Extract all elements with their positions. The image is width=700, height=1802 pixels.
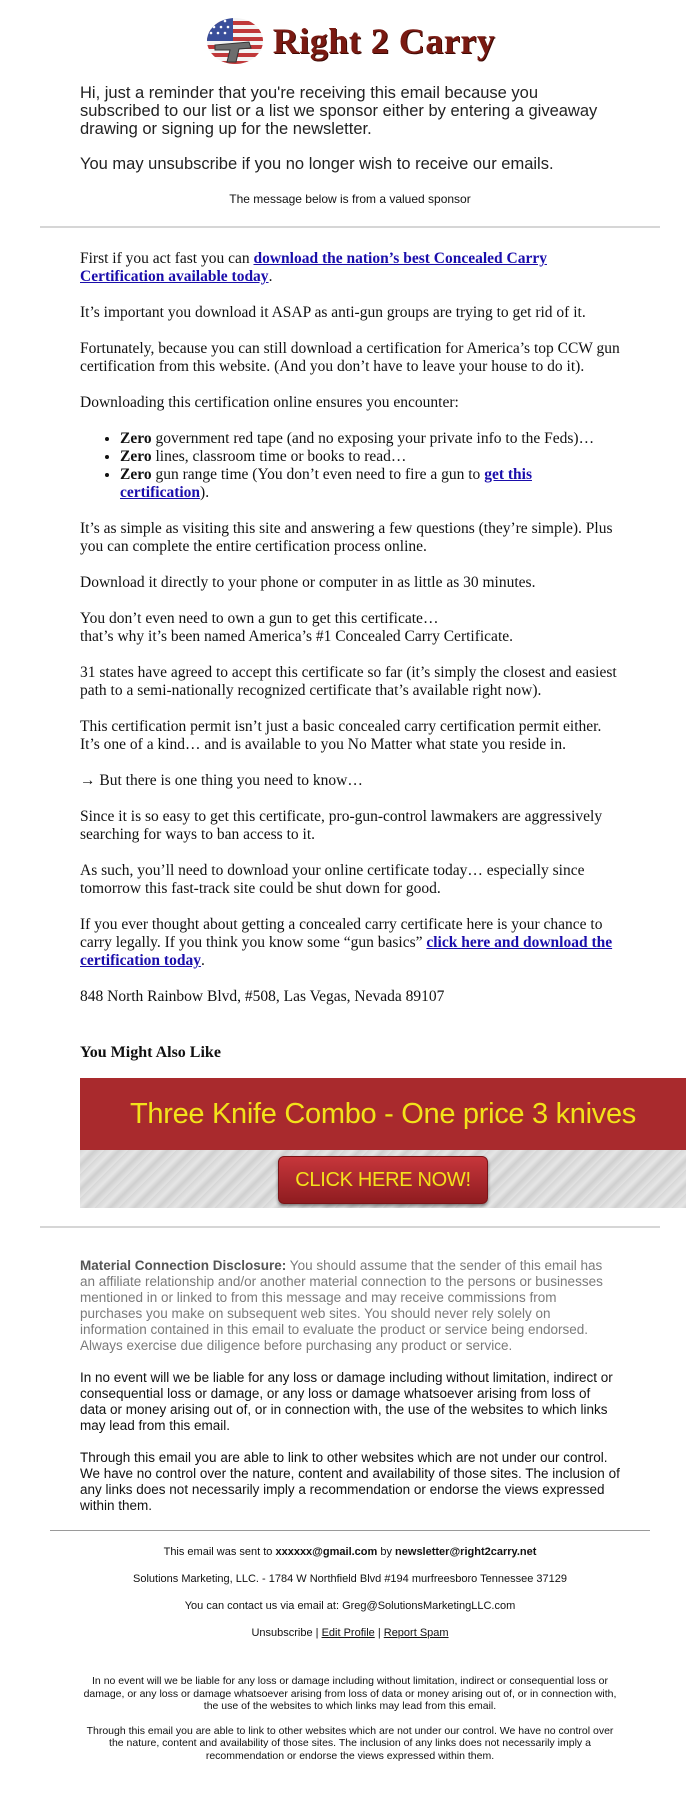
download-certification-today-link[interactable]: click here and download the certification today <box>80 934 613 969</box>
unsubscribe-note: You may unsubscribe if you no longer wish to receive our emails. <box>80 155 554 173</box>
message-paragraph: → But there is one thing you need to know… <box>80 772 363 789</box>
contact-line: You can contact us via email at: Greg@SolutionsMarketingLLC.com <box>184 1600 516 1612</box>
footer-liability-disclaimer: In no event will we be liable for any loss or damage including without limitation, indirect or consequential loss or damage, or any loss or damage whatsoever arising from loss of data or money arising out of, or in connection with, the use of the websites to which links may lead from this email. <box>83 1675 617 1712</box>
footer-links: Unsubscribe | Edit Profile | Report Spam <box>251 1627 449 1639</box>
click-here-now-button[interactable]: CLICK HERE NOW! <box>278 1156 488 1204</box>
sponsor-address: 848 North Rainbow Blvd, #508, Las Vegas, Nevada 89107 <box>80 988 445 1005</box>
email-container <box>40 0 660 1762</box>
external-links-disclaimer: Through this email you are able to link to other websites which are not under our control. We have no control over the nature, content and availability of those sites. The inclusion of any links does not necessarily imply a recommendation or endorse the views expressed within them. <box>80 1450 620 1513</box>
three-knife-combo-banner[interactable] <box>80 1078 686 1208</box>
brand-header[interactable] <box>40 0 660 72</box>
message-paragraph: Downloading this certification online ensures you encounter: <box>80 394 459 411</box>
message-paragraph: You don’t even need to own a gun to get this certificate… that’s why it’s been named America’s #1 Concealed Carry Certificate. <box>80 610 514 645</box>
banner-title: Three Knife Combo - One price 3 knives <box>130 1098 636 1130</box>
edit-profile-link[interactable]: Edit Profile <box>321 1627 375 1639</box>
report-spam-link[interactable]: Report Spam <box>383 1627 449 1639</box>
flag-and-pistol-logo-icon <box>205 15 267 67</box>
list-item: • Zero gun range time (You don’t even need to fire a gun to get this certification). <box>120 466 620 502</box>
message-paragraph: 31 states have agreed to accept this certificate so far (it’s simply the closest and easiest path to a semi-nationally recognized certificate that’s available right now). <box>80 664 617 699</box>
message-paragraph: Download it directly to your phone or computer in as little as 30 minutes. <box>80 574 536 591</box>
you-might-also-like-heading: You Might Also Like <box>80 1044 221 1061</box>
get-certification-link[interactable]: get this certification <box>120 466 532 501</box>
list-item: • Zero lines, classroom time or books to read… <box>120 448 620 466</box>
sender-email: newsletter@right2carry.net <box>395 1546 537 1558</box>
message-paragraph: It’s as simple as visiting this site and answering a few questions (they’re simple). Plus you can complete the entire certification process online. <box>80 520 613 555</box>
brand-name: Right 2 Carry <box>272 21 496 61</box>
sent-to-line: This email was sent to xxxxxx@gmail.com by newsletter@right2carry.net <box>163 1546 537 1558</box>
footer-links-disclaimer: Through this email you are able to link to other websites which are not under our control. We have no control over the nature, content and availability of those sites. The inclusion of any links does not necessarily imply a recommendation or endorse the views expressed within them. <box>86 1724 614 1762</box>
list-item: • Zero government red tape (and no exposing your private info to the Feds)… <box>120 430 620 448</box>
benefits-list <box>80 430 620 502</box>
subscription-reminder: Hi, just a reminder that you're receiving this email because you subscribed to our list or a list we sponsor either by entering a giveaway drawing or signing up for the newsletter. <box>80 84 598 138</box>
liability-disclaimer: In no event will we be liable for any loss or damage including without limitation, indirect or consequential loss or damage, or any loss or damage whatsoever arising from loss of data or money arising out of, or in connection with, the use of the websites to which links may lead from this email. <box>80 1370 613 1433</box>
message-paragraph: Fortunately, because you can still download a certification for America’s top CCW gun certification from this website. (And you don’t have to leave your house to do it). <box>80 340 620 375</box>
message-paragraph: First if you act fast you can download the nation’s best Concealed Carry Certification available today. <box>80 250 547 285</box>
footer-divider <box>50 1530 650 1531</box>
message-paragraph: This certification permit isn’t just a basic concealed carry certification permit either. It’s one of a kind… and is available to you No Matter what state you reside in. <box>80 718 602 753</box>
message-paragraph: If you ever thought about getting a concealed carry certificate here is your chance to carry legally. If you think you know some “gun basics” click here and download the certification today. <box>80 916 613 969</box>
message-paragraph: As such, you’ll need to download your online certificate today… especially since tomorrow this fast-track site could be shut down for good. <box>80 862 585 897</box>
email-footer <box>40 1545 660 1762</box>
message-paragraph: It’s important you download it ASAP as anti-gun groups are trying to get rid of it. <box>80 304 586 321</box>
message-paragraph: Since it is so easy to get this certificate, pro-gun-control lawmakers are aggressively searching for ways to ban access to it. <box>80 808 603 843</box>
intro-section <box>40 72 660 208</box>
sponsor-note: The message below is from a valued sponsor <box>229 192 471 206</box>
sponsor-message <box>40 228 660 1208</box>
material-connection-disclosure: Material Connection Disclosure: You should assume that the sender of this email has an affiliate relationship and/or another material connection to the persons or businesses mentioned in or linked to from this message and may receive commissions from purchases you make on subsequent web sites. You should never rely solely on information contained in this email to evaluate the product or service being endorsed. Always exercise due diligence before purchasing any product or service. <box>80 1258 603 1353</box>
recipient-email: xxxxxx@gmail.com <box>275 1546 378 1558</box>
unsubscribe-link[interactable]: Unsubscribe <box>251 1627 313 1639</box>
company-address: Solutions Marketing, LLC. - 1784 W Northfield Blvd #194 murfreesboro Tennessee 37129 <box>133 1573 567 1585</box>
disclosure-section <box>40 1228 660 1514</box>
download-certification-link[interactable]: download the nation’s best Concealed Carry Certification available today <box>80 250 547 285</box>
